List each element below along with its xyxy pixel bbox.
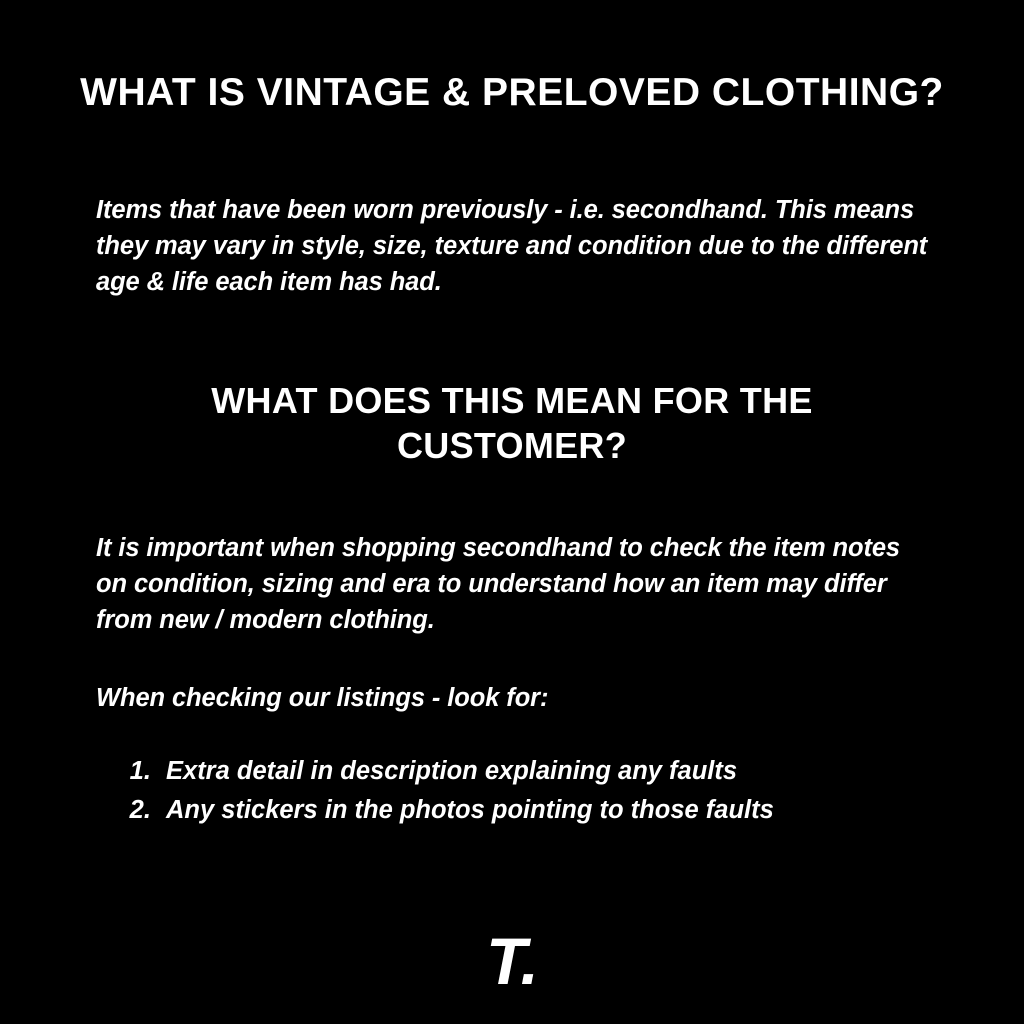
page-title: WHAT IS VINTAGE & PRELOVED CLOTHING?: [80, 71, 944, 114]
paragraph-guidance: It is important when shopping secondhand to check the item notes on condition, sizing and era to understand how an item may differ from new / modern clothing.: [96, 534, 901, 635]
section-heading-customer: WHAT DOES THIS MEAN FOR THE CUSTOMER?: [211, 380, 813, 466]
list-item: 1. Extra detail in description explaining any faults: [158, 752, 928, 791]
logo-text: T.: [486, 924, 538, 998]
checklist: [96, 752, 928, 830]
paragraph-definition: Items that have been worn previously - i.e. secondhand. This means they may vary in style, size, texture and condition due to the different age & life each item has had.: [96, 196, 928, 297]
list-item: 2. Any stickers in the photos pointing to those faults: [158, 791, 928, 830]
paragraph-lead-in: When checking our listings - look for:: [96, 684, 549, 712]
brand-logo: [0, 924, 1024, 998]
